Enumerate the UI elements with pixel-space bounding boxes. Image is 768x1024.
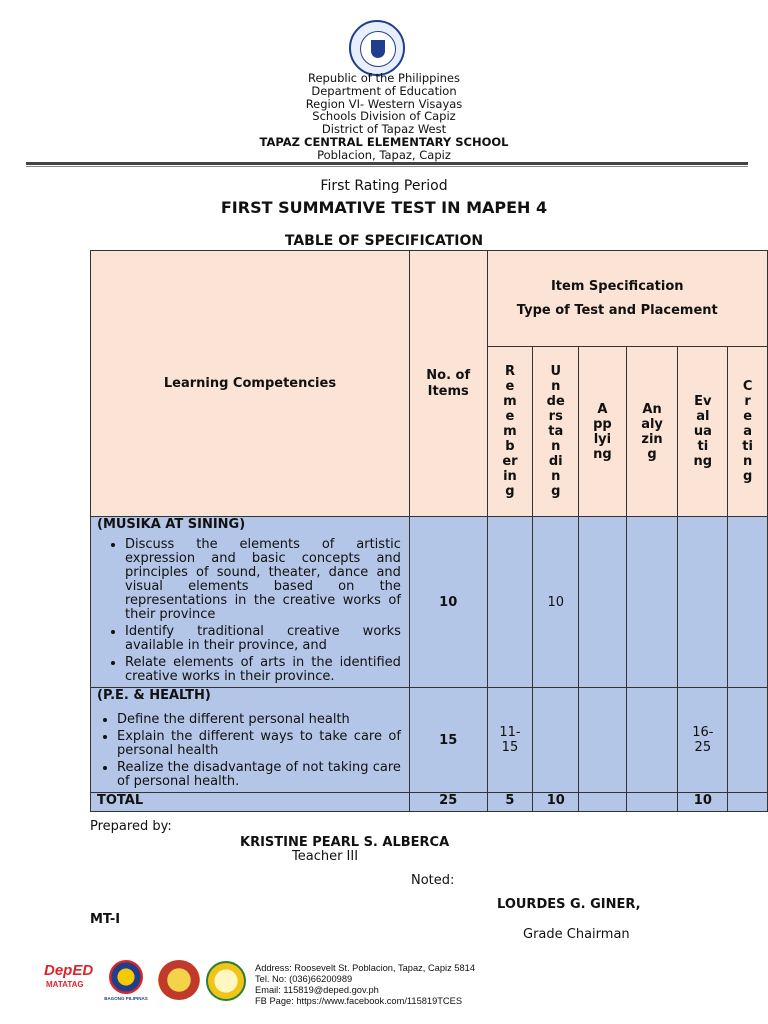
header-line: Republic of the Philippines — [307, 71, 461, 85]
cell-applying — [579, 517, 627, 688]
level-remembering — [487, 347, 533, 517]
test-title: FIRST SUMMATIVE TEST IN MAPEH 4 — [220, 198, 548, 217]
noter-name: LOURDES G. GINER, — [497, 897, 641, 912]
item-spec-header — [487, 251, 768, 347]
competency-item: • Discuss the elements of artistic expression and basic concepts and principles of sound, theater, dance and visual elements based on the representations in the creative works of their province — [125, 538, 409, 622]
total-evaluating: 10 — [678, 793, 728, 812]
level-letter: e — [505, 379, 515, 394]
level-letter: rs — [548, 409, 563, 424]
level-letter: pp — [593, 416, 612, 432]
total-items: 25 — [409, 793, 487, 812]
noter-title: Grade Chairman — [523, 927, 630, 942]
level-letter: R — [504, 364, 515, 379]
level-letter: n — [743, 454, 753, 469]
noter-suffix: MT-I — [90, 912, 121, 927]
level-letter: e — [743, 409, 753, 424]
level-letter: ta — [548, 424, 564, 439]
specification-table — [90, 250, 768, 812]
level-evaluating — [678, 347, 728, 517]
rating-period: First Rating Period — [320, 178, 448, 194]
level-letter: An — [642, 401, 662, 417]
level-letter: di — [548, 454, 563, 469]
header-line: Schools Division of Capiz — [312, 109, 456, 124]
level-letter: er — [502, 454, 518, 469]
competency-item: • Identify traditional creative works available in their province, and — [125, 625, 409, 653]
preparer-title: Teacher III — [292, 849, 359, 864]
cell-analyzing — [626, 517, 678, 688]
level-letter: a — [743, 424, 753, 439]
header-line: Department of Education — [311, 83, 457, 98]
level-letter: r — [744, 394, 751, 409]
level-letter: m — [503, 394, 517, 409]
school-seal-logo — [206, 961, 246, 1001]
header-divider — [26, 162, 748, 165]
level-understanding — [533, 347, 579, 517]
level-letter: C — [742, 379, 753, 394]
items-count: 10 — [409, 517, 487, 688]
level-letter: e — [505, 409, 515, 424]
level-letter: zin — [641, 431, 663, 447]
total-label: TOTAL — [91, 793, 410, 812]
level-letter: m — [503, 424, 517, 439]
section-title: (MUSIKA AT SINING) — [97, 517, 246, 532]
level-letter: ti — [697, 439, 709, 454]
level-letter: ti — [742, 439, 753, 454]
level-letter: g — [647, 446, 657, 462]
total-remembering: 5 — [487, 793, 533, 812]
section-pe-health — [91, 688, 410, 793]
total-understanding: 10 — [533, 793, 579, 812]
cell-analyzing — [626, 688, 678, 793]
level-analyzing — [626, 347, 678, 517]
noted-label: Noted: — [411, 873, 455, 888]
level-letter: g — [551, 484, 561, 499]
cell-creating — [728, 688, 768, 793]
level-letter: ua — [693, 424, 712, 439]
competency-item: • Relate elements of arts in the identified creative works in their province. — [125, 656, 409, 684]
level-letter: n — [551, 379, 561, 394]
level-applying — [579, 347, 627, 517]
level-letter: n — [551, 439, 561, 454]
type-placement-label: Type of Test and Placement — [516, 302, 718, 318]
school-name: TAPAZ CENTRAL ELEMENTARY SCHOOL — [259, 134, 509, 149]
bagong-text: BAGONG PILIPINAS — [104, 996, 148, 1001]
footer-tel: Tel. No: (036)66200989 — [255, 974, 353, 984]
header-divider-thin — [26, 166, 748, 167]
level-letter: ng — [693, 454, 713, 469]
cell-remembering: 11-15 — [487, 688, 533, 793]
cell-understanding — [533, 688, 579, 793]
level-letter: b — [505, 439, 515, 454]
preparer-name: KRISTINE PEARL S. ALBERCA — [240, 835, 450, 850]
school-location: Poblacion, Tapaz, Capiz — [317, 147, 451, 162]
cell-understanding: 10 — [533, 517, 579, 688]
total-analyzing — [626, 793, 678, 812]
section-musika — [91, 517, 410, 688]
items-count: 15 — [409, 688, 487, 793]
competency-item: • Define the different personal health — [117, 713, 409, 727]
deped-seal-logo — [349, 20, 405, 76]
cell-creating — [728, 517, 768, 688]
cell-applying — [579, 688, 627, 793]
level-creating — [728, 347, 768, 517]
total-applying — [579, 793, 627, 812]
level-letter: lyi — [593, 431, 612, 447]
deped-logo-text: DepED — [44, 962, 94, 979]
level-letter: de — [546, 394, 565, 409]
competency-list — [91, 538, 409, 684]
letterhead — [0, 72, 768, 162]
cell-evaluating — [678, 517, 728, 688]
cell-evaluating: 16-25 — [678, 688, 728, 793]
competency-list — [91, 713, 409, 789]
footer-contact — [255, 963, 475, 1007]
level-letter: A — [597, 401, 608, 417]
header-line: Region VI- Western Visayas — [305, 96, 463, 111]
footer-address: Address: Roosevelt St. Poblacion, Tapaz, Capiz 5814 — [255, 963, 475, 973]
level-letter: al — [696, 409, 710, 424]
level-letter: U — [550, 364, 562, 379]
item-spec-label: Item Specification — [550, 278, 684, 294]
footer-fb: FB Page: https://www.facebook.com/115819TCES — [255, 996, 463, 1006]
level-letter: aly — [641, 416, 663, 432]
items-header: No. of Items — [409, 251, 487, 517]
prepared-by-label: Prepared by: — [90, 819, 172, 834]
competencies-header: Learning Competencies — [91, 251, 410, 517]
level-letter: g — [505, 484, 515, 499]
header-line: District of Tapaz West — [321, 122, 447, 137]
level-letter: Ev — [694, 394, 712, 409]
section-title: (P.E. & HEALTH) — [97, 688, 211, 703]
division-seal-logo — [158, 960, 200, 1000]
level-letter: in — [503, 469, 517, 484]
total-creating — [728, 793, 768, 812]
deped-matatag-logo — [44, 962, 96, 996]
level-letter: n — [551, 469, 561, 484]
matatag-text: MATATAG — [46, 980, 84, 989]
table-title: TABLE OF SPECIFICATION — [284, 233, 484, 249]
level-letter: g — [742, 469, 753, 484]
bagong-pilipinas-logo — [103, 958, 149, 1004]
footer-email: Email: 115819@deped.gov.ph — [255, 985, 379, 995]
competency-item: • Explain the different ways to take care of personal health — [117, 730, 409, 758]
cell-remembering — [487, 517, 533, 688]
competency-item: • Realize the disadvantage of not taking care of personal health. — [117, 761, 409, 789]
level-letter: ng — [593, 446, 612, 462]
